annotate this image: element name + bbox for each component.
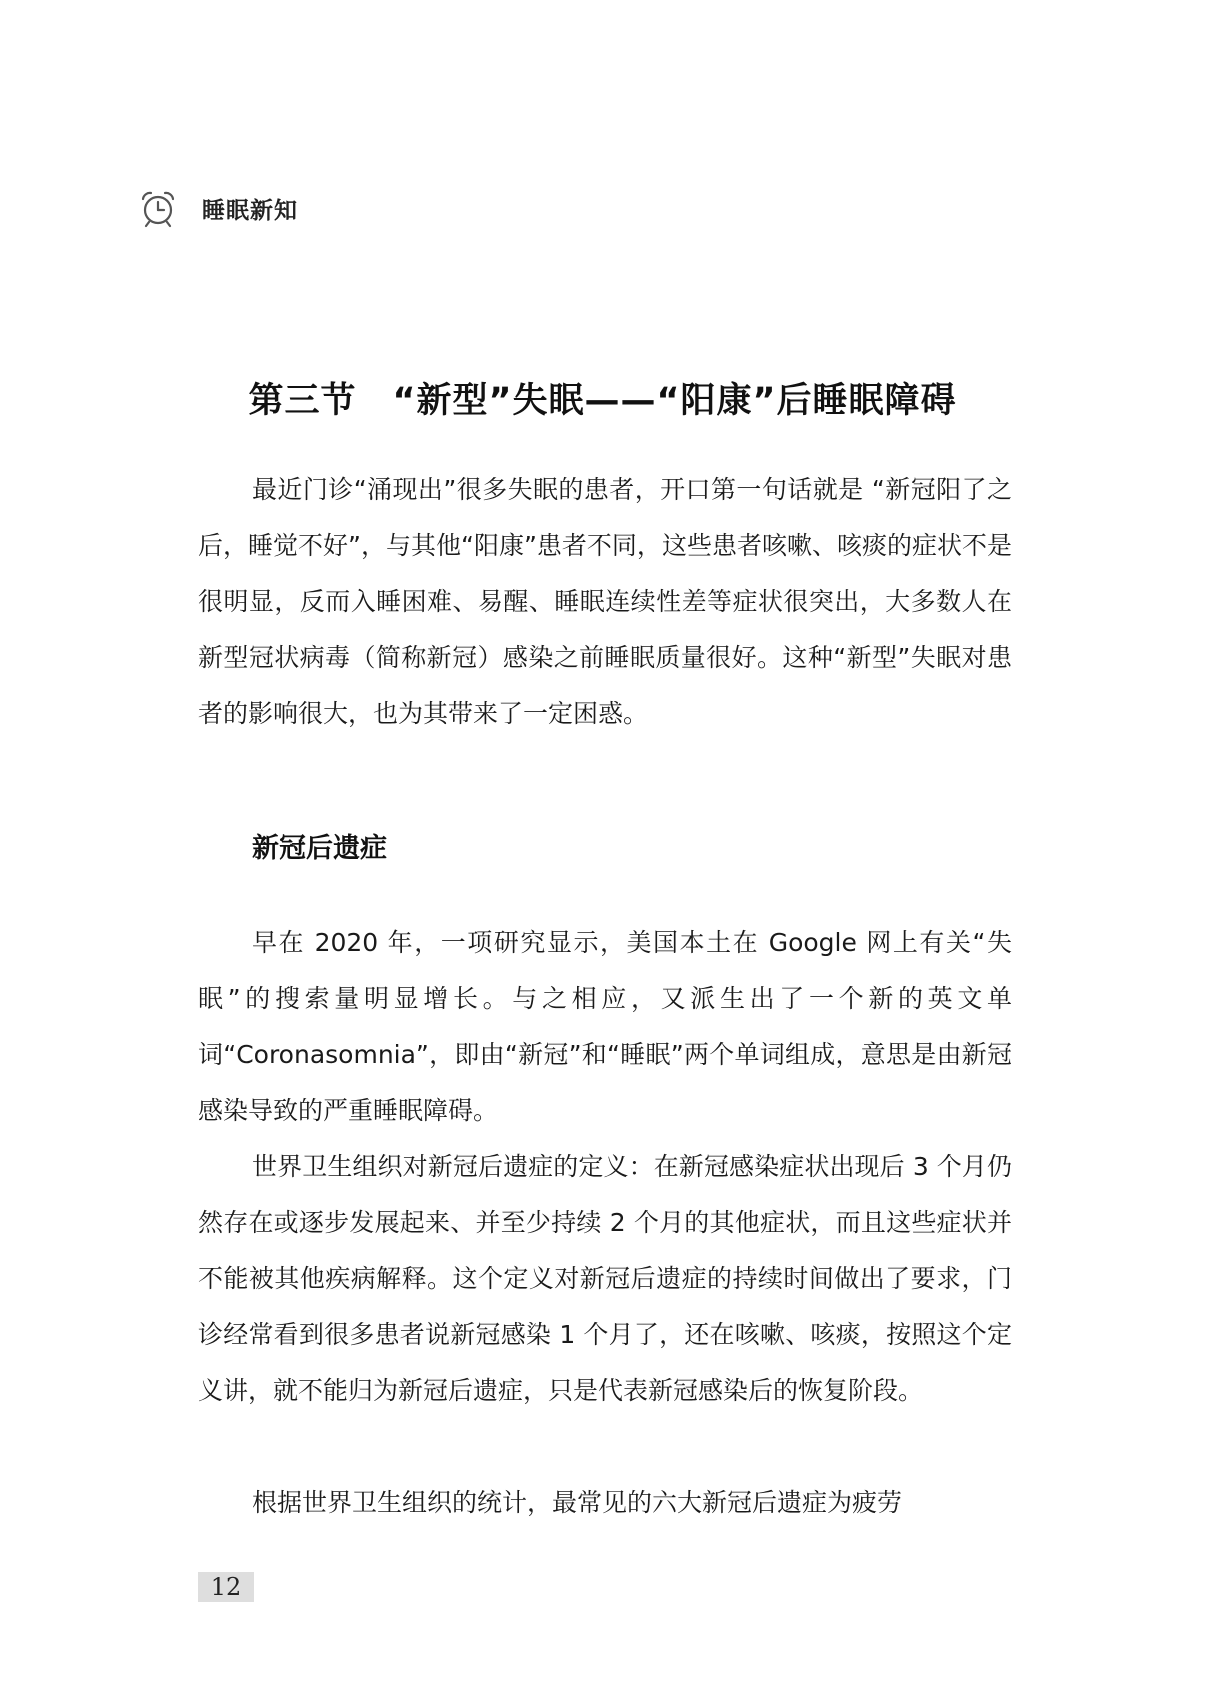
body-paragraph: 早在 2020 年，一项研究显示，美国本土在 Google 网上有关“失眠”的搜索量明显增长。与之相应，又派生出了一个新的英文单词“Coronasomnia”，即由“新冠”和“睡眠”两个单词组成，意思是由新冠感染导致的严重睡眠障碍。	[198, 928, 1012, 1125]
body-paragraph: 根据世界卫生组织的统计，最常见的六大新冠后遗症为疲劳	[252, 1488, 903, 1517]
section-title: 第三节 “新型”失眠——“阳康”后睡眠障碍	[248, 381, 957, 422]
running-header-title: 睡眠新知	[202, 197, 298, 224]
running-header	[138, 186, 298, 230]
body-paragraph: 世界卫生组织对新冠后遗症的定义：在新冠感染症状出现后 3 个月仍然存在或逐步发展起来、并至少持续 2 个月的其他症状，而且这些症状并不能被其他疾病解释。这个定义对新冠后遗症的持续时间做出了要求，门诊经常看到很多患者说新冠感染 1 个月了，还在咳嗽、咳痰，按照这个定义讲，就不能归为新冠后遗症，只是代表新冠感染后的恢复阶段。	[198, 1152, 1012, 1405]
subheading: 新冠后遗症	[252, 833, 387, 864]
page-number: 12	[198, 1572, 254, 1602]
intro-paragraph: 最近门诊“涌现出”很多失眠的患者，开口第一句话就是 “新冠阳了之后，睡觉不好”，与其他“阳康”患者不同，这些患者咳嗽、咳痰的症状不是很明显，反而入睡困难、易醒、睡眠连续性差等症状很突出，大多数人在新型冠状病毒（简称新冠）感染之前睡眠质量很好。这种“新型”失眠对患者的影响很大，也为其带来了一定困惑。	[198, 475, 1012, 728]
alarm-clock-icon	[138, 188, 178, 228]
